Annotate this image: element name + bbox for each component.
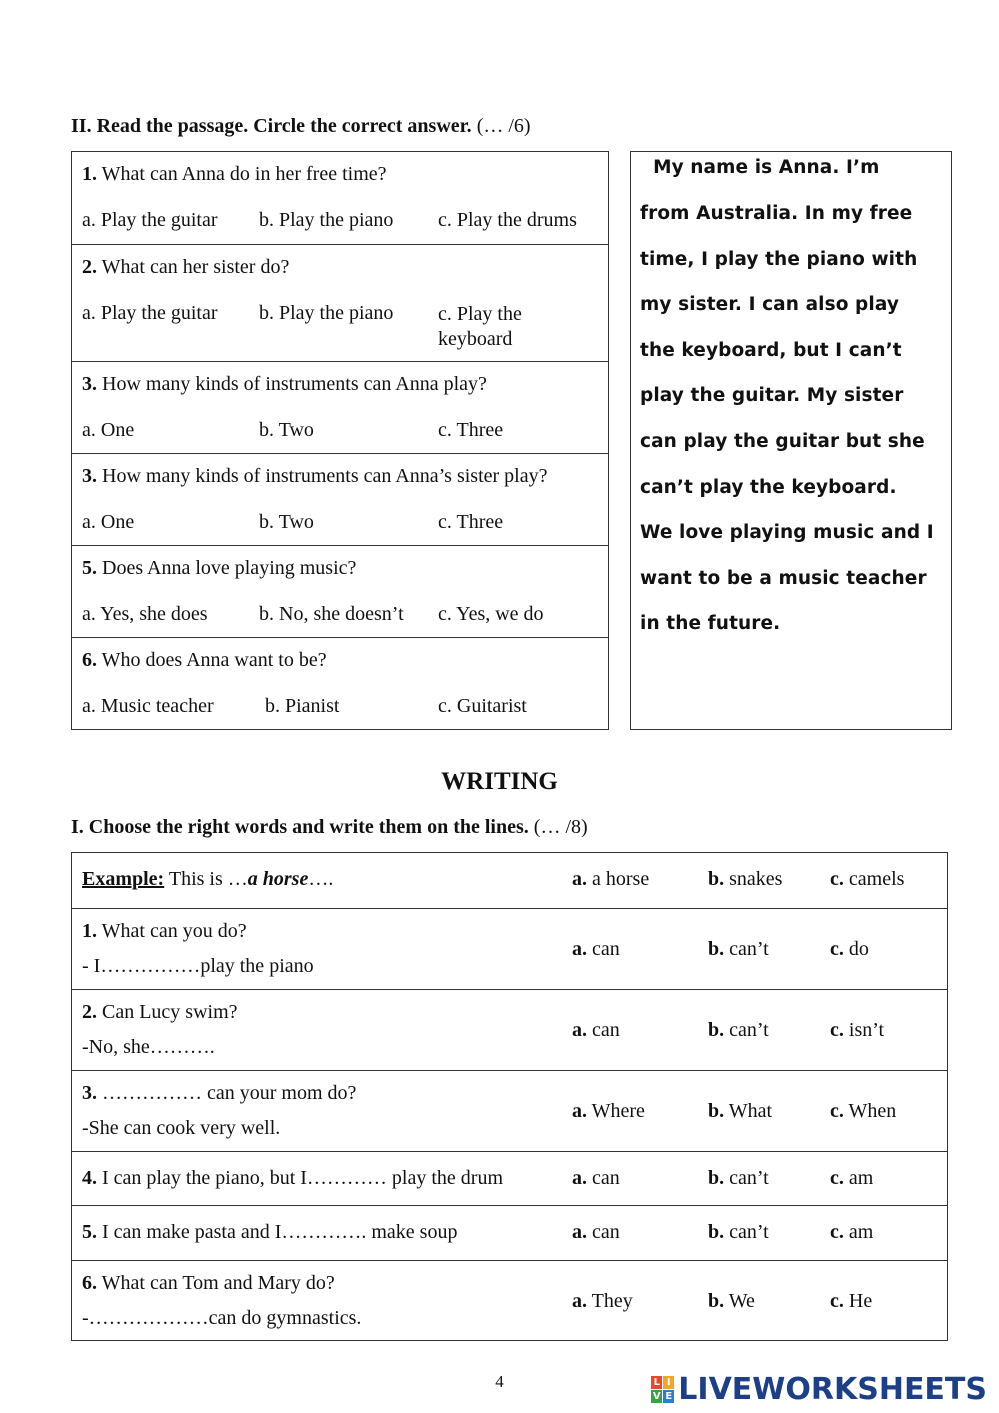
choice-c[interactable]: c. am (830, 1221, 874, 1243)
choice-b[interactable]: b. We (708, 1290, 755, 1312)
reading-heading-title: II. Read the passage. Circle the correct answer. (71, 115, 472, 137)
logo-grid-icon (651, 1376, 674, 1403)
option-c[interactable]: c. Three (438, 511, 504, 533)
logo-cell: V (652, 1390, 661, 1402)
choice-a[interactable]: a. can (572, 938, 620, 960)
passage-line: My name is Anna. I’m (640, 157, 880, 178)
question-text: 6. Who does Anna want to be? (82, 649, 327, 671)
reading-question-row (72, 453, 608, 545)
writing-row (72, 1070, 947, 1151)
passage-line: from Australia. In my free (640, 203, 913, 224)
passage-line: We love playing music and I (640, 522, 934, 543)
question-text: 1. What can Anna do in her free time? (82, 163, 387, 185)
choice-b[interactable]: b. can’t (708, 1221, 769, 1243)
option-a[interactable]: a. One (82, 419, 135, 441)
choice-c[interactable]: c. am (830, 1167, 874, 1189)
passage-line: my sister. I can also play (640, 294, 900, 315)
question-text: 3. How many kinds of instruments can Anna’s sister play? (82, 465, 548, 487)
writing-row (72, 1151, 947, 1205)
choice-a[interactable]: a. They (572, 1290, 633, 1312)
row-question: 5. I can make pasta and I…………. make soup (82, 1221, 458, 1243)
row-question: 1. What can you do? (82, 920, 247, 942)
logo-cell: L (651, 1376, 662, 1389)
reading-heading (71, 115, 531, 138)
choice-b[interactable]: b. snakes (708, 868, 783, 890)
option-b[interactable]: b. Play the piano (259, 302, 394, 324)
choice-a[interactable]: a. a horse (572, 868, 650, 890)
reading-question-row (72, 361, 608, 453)
option-a[interactable]: a. Play the guitar (82, 302, 218, 324)
passage-line: play the guitar. My sister (640, 385, 904, 406)
reading-questions-table (71, 151, 609, 730)
choice-b[interactable]: b. can’t (708, 1167, 769, 1189)
row-question: 2. Can Lucy swim? (82, 1001, 238, 1023)
question-text: 3. How many kinds of instruments can Anna play? (82, 373, 487, 395)
reading-question-row (72, 545, 608, 637)
option-c[interactable]: c. Play the keyboard (438, 303, 522, 350)
option-a[interactable]: a. Play the guitar (82, 209, 218, 231)
reading-question-row (72, 244, 608, 361)
choice-a[interactable]: a. can (572, 1167, 620, 1189)
choice-b[interactable]: b. What (708, 1100, 773, 1122)
choice-c[interactable]: c. camels (830, 868, 905, 890)
reading-passage (630, 151, 952, 730)
option-c[interactable]: c. Yes, we do (438, 603, 544, 625)
row-answer-line: - I……………play the piano (82, 955, 314, 977)
choice-c[interactable]: c. He (830, 1290, 873, 1312)
choice-c[interactable]: c. When (830, 1100, 897, 1122)
reading-heading-score: (… /6) (476, 115, 531, 137)
liveworksheets-logo (651, 1371, 987, 1407)
writing-heading-score: (… /8) (533, 816, 588, 838)
option-b[interactable]: b. No, she doesn’t (259, 603, 404, 625)
option-c[interactable]: c. Play the drums (438, 209, 577, 231)
logo-cell: I (663, 1376, 674, 1389)
row-answer-line: -………………can do gymnastics. (82, 1307, 362, 1329)
row-answer-line: -No, she………. (82, 1036, 215, 1058)
writing-row (72, 1205, 947, 1260)
choice-a[interactable]: a. can (572, 1221, 620, 1243)
writing-row (72, 908, 947, 989)
logo-cell: E (663, 1390, 674, 1403)
writing-row (72, 1260, 947, 1341)
question-text: 2. What can her sister do? (82, 256, 290, 278)
option-b[interactable]: b. Two (259, 511, 314, 533)
passage-line: want to be a music teacher (640, 568, 927, 589)
option-a[interactable]: a. One (82, 511, 135, 533)
option-a[interactable]: a. Yes, she does (82, 603, 208, 625)
page-number: 4 (495, 1372, 504, 1391)
choice-a[interactable]: a. Where (572, 1100, 645, 1122)
option-a[interactable]: a. Music teacher (82, 695, 214, 717)
passage-line: the keyboard, but I can’t (640, 340, 902, 361)
passage-line: can play the guitar but she (640, 431, 925, 452)
passage-line: in the future. (640, 613, 781, 634)
question-text: 5. Does Anna love playing music? (82, 557, 357, 579)
row-question: 3. …………… can your mom do? (82, 1082, 357, 1104)
example-text: Example: This is …a horse…. (82, 868, 334, 890)
option-b[interactable]: b. Play the piano (259, 209, 394, 231)
choice-b[interactable]: b. can’t (708, 938, 769, 960)
row-answer-line: -She can cook very well. (82, 1117, 281, 1139)
choice-c[interactable]: c. do (830, 938, 869, 960)
writing-heading (71, 816, 588, 839)
writing-title: WRITING (441, 768, 558, 795)
passage-line: can’t play the keyboard. (640, 477, 897, 498)
logo-text: LIVEWORKSHEETS (678, 1371, 987, 1407)
writing-choices-table (71, 852, 948, 1341)
row-question: 6. What can Tom and Mary do? (82, 1272, 335, 1294)
choice-c[interactable]: c. isn’t (830, 1019, 885, 1041)
writing-heading-title: I. Choose the right words and write them on the lines. (71, 816, 529, 838)
passage-line: time, I play the piano with (640, 249, 918, 270)
option-c[interactable]: c. Three (438, 419, 504, 441)
writing-row (72, 989, 947, 1070)
option-b[interactable]: b. Pianist (265, 695, 340, 717)
choice-b[interactable]: b. can’t (708, 1019, 769, 1041)
option-b[interactable]: b. Two (259, 419, 314, 441)
reading-question-row (72, 152, 608, 244)
row-question: 4. I can play the piano, but I………… play the drum (82, 1167, 504, 1189)
example-row (72, 853, 947, 908)
choice-a[interactable]: a. can (572, 1019, 620, 1041)
option-c[interactable]: c. Guitarist (438, 695, 527, 717)
reading-question-row (72, 637, 608, 729)
